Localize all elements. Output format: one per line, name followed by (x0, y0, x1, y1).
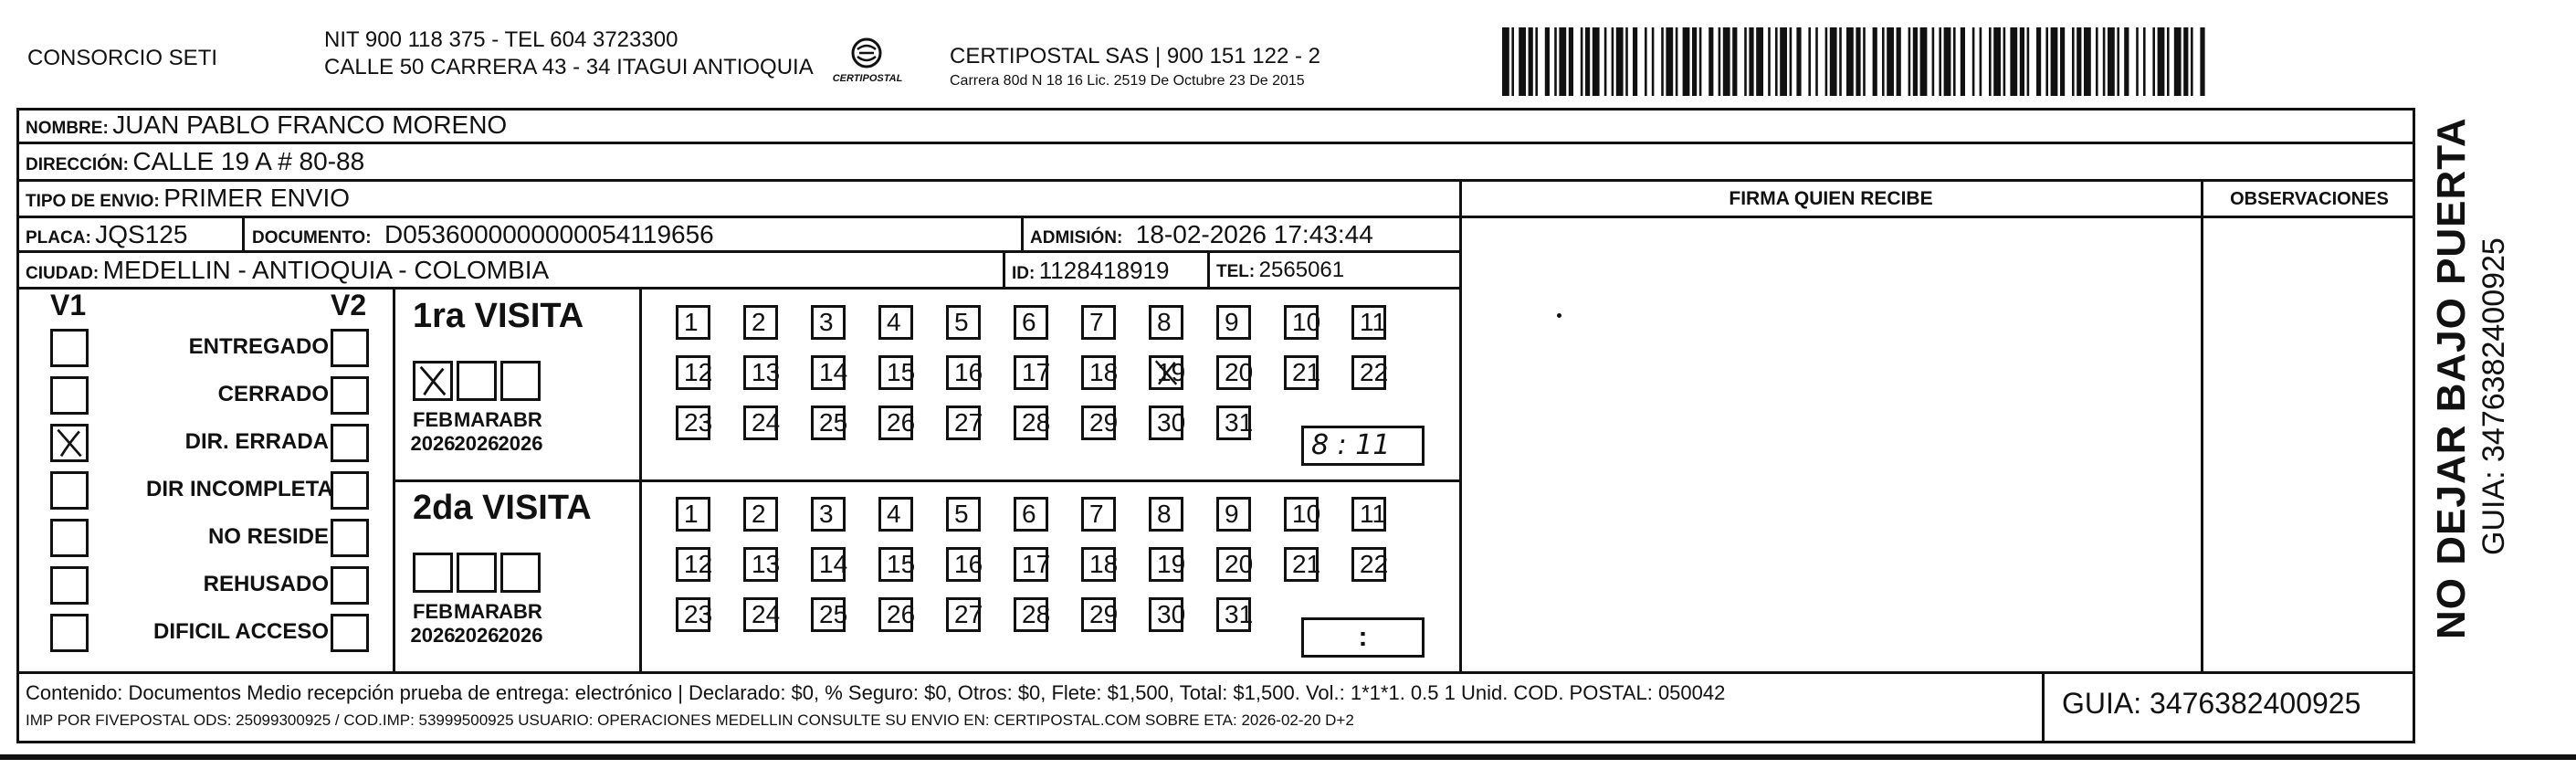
firma-header: FIRMA QUIEN RECIBE (1729, 188, 1933, 209)
v1-checkbox[interactable] (50, 329, 89, 367)
day-checkbox[interactable]: 8 (1149, 497, 1183, 532)
day-checkbox[interactable]: 1 (676, 305, 710, 340)
day-checkbox[interactable]: 12 (676, 355, 710, 390)
placa-label: PLACA: (26, 228, 91, 248)
day-checkbox[interactable]: 14 (811, 547, 846, 582)
ciudad-field (26, 253, 549, 292)
day-checkbox[interactable]: 31 (1216, 597, 1251, 632)
certipostal-logo (826, 37, 909, 91)
v1-checkbox[interactable] (50, 614, 89, 652)
no-dejar-warning: NO DEJAR BAJO PUERTA (2429, 117, 2474, 639)
day-checkbox[interactable]: 17 (1014, 547, 1048, 582)
direccion-value: CALLE 19 A # 80-88 (132, 147, 365, 175)
day-checkbox[interactable]: 19 (1149, 355, 1183, 390)
day-checkbox[interactable]: 31 (1216, 406, 1251, 440)
day-checkbox[interactable]: 24 (743, 597, 778, 632)
day-checkbox[interactable]: 22 (1351, 355, 1386, 390)
day-checkbox[interactable]: 25 (811, 597, 846, 632)
documento-value: D0536000000000054119656 (384, 220, 714, 248)
bottom-rule (0, 754, 2576, 760)
day-checkbox[interactable]: 30 (1149, 406, 1183, 440)
x-mark-icon (415, 363, 450, 398)
carrier-line: CERTIPOSTAL SAS | 900 151 122 - 2 (950, 44, 1320, 68)
month-checkbox[interactable] (457, 553, 497, 593)
day-checkbox[interactable]: 11 (1351, 305, 1386, 340)
nit-line: NIT 900 118 375 - TEL 604 3723300 (324, 27, 678, 52)
nombre-value: JUAN PABLO FRANCO MORENO (112, 111, 508, 139)
v2-checkbox[interactable] (331, 614, 369, 652)
day-checkbox[interactable]: 13 (743, 355, 778, 390)
day-checkbox[interactable]: 16 (946, 547, 981, 582)
status-label: NO RESIDE (207, 524, 329, 549)
month-label: ABR 2026 (498, 408, 543, 455)
status-label: DIFICIL ACCESO (152, 619, 329, 644)
day-checkbox[interactable]: 28 (1014, 406, 1048, 440)
signature-dot (1557, 313, 1561, 318)
side-guia: GUIA: 3476382400925 (2476, 237, 2511, 555)
day-checkbox[interactable]: 15 (878, 547, 913, 582)
day-checkbox[interactable]: 22 (1351, 547, 1386, 582)
v1-checkbox[interactable] (50, 519, 89, 557)
status-label: DIR INCOMPLETA (146, 477, 333, 501)
day-checkbox[interactable]: 21 (1284, 355, 1319, 390)
day-checkbox[interactable]: 15 (878, 355, 913, 390)
month-checkbox[interactable] (500, 553, 541, 593)
id-value: 1128418919 (1038, 257, 1170, 284)
v2-checkbox[interactable] (331, 376, 369, 415)
tipo-envio-field (26, 180, 350, 215)
day-checkbox[interactable]: 23 (676, 597, 710, 632)
tipo-envio-value: PRIMER ENVIO (163, 184, 351, 212)
day-checkbox[interactable]: 29 (1081, 597, 1116, 632)
nombre-label: NOMBRE: (26, 119, 109, 138)
day-checkbox[interactable]: 4 (878, 497, 913, 532)
day-checkbox[interactable]: 21 (1284, 547, 1319, 582)
admision-label: ADMISIÓN: (1030, 228, 1123, 248)
day-checkbox[interactable]: 8 (1149, 305, 1183, 340)
day-checkbox[interactable]: 3 (811, 497, 846, 532)
day-checkbox[interactable]: 29 (1081, 406, 1116, 440)
day-checkbox[interactable]: 20 (1216, 355, 1251, 390)
v1-checkbox[interactable] (50, 471, 89, 510)
second-visit-title: 2da VISITA (413, 489, 592, 527)
v2-checkbox[interactable] (331, 424, 369, 462)
status-label: REHUSADO (203, 572, 329, 596)
x-mark-icon (53, 427, 86, 459)
second-visit-time-box (1301, 617, 1425, 658)
placa-value: JQS125 (95, 220, 188, 248)
first-visit-time: 8 : 11 (1311, 429, 1391, 461)
day-checkbox[interactable]: 25 (811, 406, 846, 440)
day-checkbox[interactable]: 2 (743, 497, 778, 532)
day-checkbox[interactable]: 17 (1014, 355, 1048, 390)
x-mark-icon (1151, 358, 1181, 387)
placa-field (26, 217, 187, 257)
documento-label: DOCUMENTO: (252, 228, 372, 248)
month-checkbox[interactable] (413, 361, 453, 401)
ciudad-value: MEDELLIN - ANTIOQUIA - COLOMBIA (102, 256, 550, 284)
second-visit-time: : (1358, 622, 1368, 652)
day-checkbox[interactable]: 16 (946, 355, 981, 390)
day-checkbox[interactable]: 28 (1014, 597, 1048, 632)
month-label: ABR 2026 (498, 600, 543, 647)
day-checkbox[interactable]: 7 (1081, 305, 1116, 340)
id-field (1012, 253, 1169, 292)
day-checkbox[interactable]: 30 (1149, 597, 1183, 632)
day-checkbox[interactable]: 1 (676, 497, 710, 532)
day-checkbox[interactable]: 5 (946, 497, 981, 532)
day-checkbox[interactable]: 6 (1014, 497, 1048, 532)
v1-checkbox[interactable] (50, 566, 89, 605)
license-line: Carrera 80d N 18 16 Lic. 2519 De Octubre 23 De 2015 (950, 73, 1305, 89)
month-label: FEB 2026 (410, 600, 456, 647)
observaciones-header: OBSERVACIONES (2230, 189, 2389, 209)
day-checkbox[interactable]: 12 (676, 547, 710, 582)
day-checkbox[interactable]: 10 (1284, 305, 1319, 340)
month-label: MAR 2026 (453, 600, 500, 647)
tel-value: 2565061 (1258, 258, 1345, 282)
tel-label: TEL: (1216, 262, 1256, 281)
company-name: CONSORCIO SETI (27, 46, 218, 70)
month-checkbox[interactable] (413, 553, 453, 593)
logo-text: CERTIPOSTAL (832, 73, 903, 84)
day-checkbox[interactable]: 6 (1014, 305, 1048, 340)
status-label: DIR. ERRADA (184, 429, 329, 454)
day-checkbox[interactable]: 27 (946, 597, 981, 632)
status-label: CERRADO (217, 382, 329, 406)
day-checkbox[interactable]: 2 (743, 305, 778, 340)
day-checkbox[interactable]: 4 (878, 305, 913, 340)
v2-checkbox[interactable] (331, 519, 369, 557)
documento-field (252, 217, 714, 257)
month-label: MAR 2026 (453, 408, 500, 455)
day-checkbox[interactable]: 7 (1081, 497, 1116, 532)
footer-guia: GUIA: 3476382400925 (2062, 687, 2361, 720)
barcode-icon (1502, 27, 2205, 96)
v2-checkbox[interactable] (331, 329, 369, 367)
status-label: ENTREGADO (188, 334, 329, 359)
day-checkbox[interactable]: 3 (811, 305, 846, 340)
direccion-label: DIRECCIÓN: (26, 155, 129, 174)
day-checkbox[interactable]: 18 (1081, 547, 1116, 582)
day-checkbox[interactable]: 23 (676, 406, 710, 440)
month-label: FEB 2026 (410, 408, 456, 455)
day-checkbox[interactable]: 9 (1216, 497, 1251, 532)
month-checkbox[interactable] (500, 361, 541, 401)
v2-checkbox[interactable] (331, 471, 369, 510)
v1-checkbox[interactable] (50, 376, 89, 415)
month-checkbox[interactable] (457, 361, 497, 401)
day-checkbox[interactable]: 20 (1216, 547, 1251, 582)
first-visit-time-box (1301, 426, 1425, 466)
v1-label: V1 (50, 289, 87, 321)
day-checkbox[interactable]: 27 (946, 406, 981, 440)
admision-field (1030, 217, 1373, 257)
tel-field (1216, 253, 1344, 290)
day-checkbox[interactable]: 19 (1149, 547, 1183, 582)
day-checkbox[interactable]: 18 (1081, 355, 1116, 390)
day-checkbox[interactable]: 9 (1216, 305, 1251, 340)
ciudad-label: CIUDAD: (26, 264, 100, 283)
direccion-field (26, 143, 364, 178)
footer-imp: IMP POR FIVEPOSTAL ODS: 25099300925 / COD.IMP: 53999500925 USUARIO: OPERACIONES MEDELLIN CONSULTE SU ENVIO EN: CERTIPOSTAL.COM SOBRE ETA: 2026-02-20 D+2 (26, 711, 1354, 729)
admision-value: 18-02-2026 17:43:44 (1135, 220, 1373, 248)
day-checkbox[interactable]: 24 (743, 406, 778, 440)
day-checkbox[interactable]: 14 (811, 355, 846, 390)
first-visit-title: 1ra VISITA (413, 297, 584, 335)
tipo-envio-label: TIPO DE ENVIO: (26, 192, 160, 211)
day-checkbox[interactable]: 26 (878, 597, 913, 632)
day-checkbox[interactable]: 11 (1351, 497, 1386, 532)
v2-label: V2 (331, 289, 367, 321)
footer-content: Contenido: Documentos Medio recepción prueba de entrega: electrónico | Declarado: $0, % Seguro: $0, Otros: $0, Flete: $1,500, Total: $1,500. Vol.: 1*1*1. 0.5 1 Unid. COD. POSTAL: 050042 (26, 681, 1726, 704)
day-checkbox[interactable]: 26 (878, 406, 913, 440)
day-checkbox[interactable]: 13 (743, 547, 778, 582)
day-checkbox[interactable]: 10 (1284, 497, 1319, 532)
v2-checkbox[interactable] (331, 566, 369, 605)
v1-checkbox[interactable] (50, 424, 89, 462)
id-label: ID: (1012, 264, 1036, 283)
day-checkbox[interactable]: 5 (946, 305, 981, 340)
address-line: CALLE 50 CARRERA 43 - 34 ITAGUI ANTIOQUIA (324, 55, 814, 79)
nombre-field (26, 108, 507, 142)
